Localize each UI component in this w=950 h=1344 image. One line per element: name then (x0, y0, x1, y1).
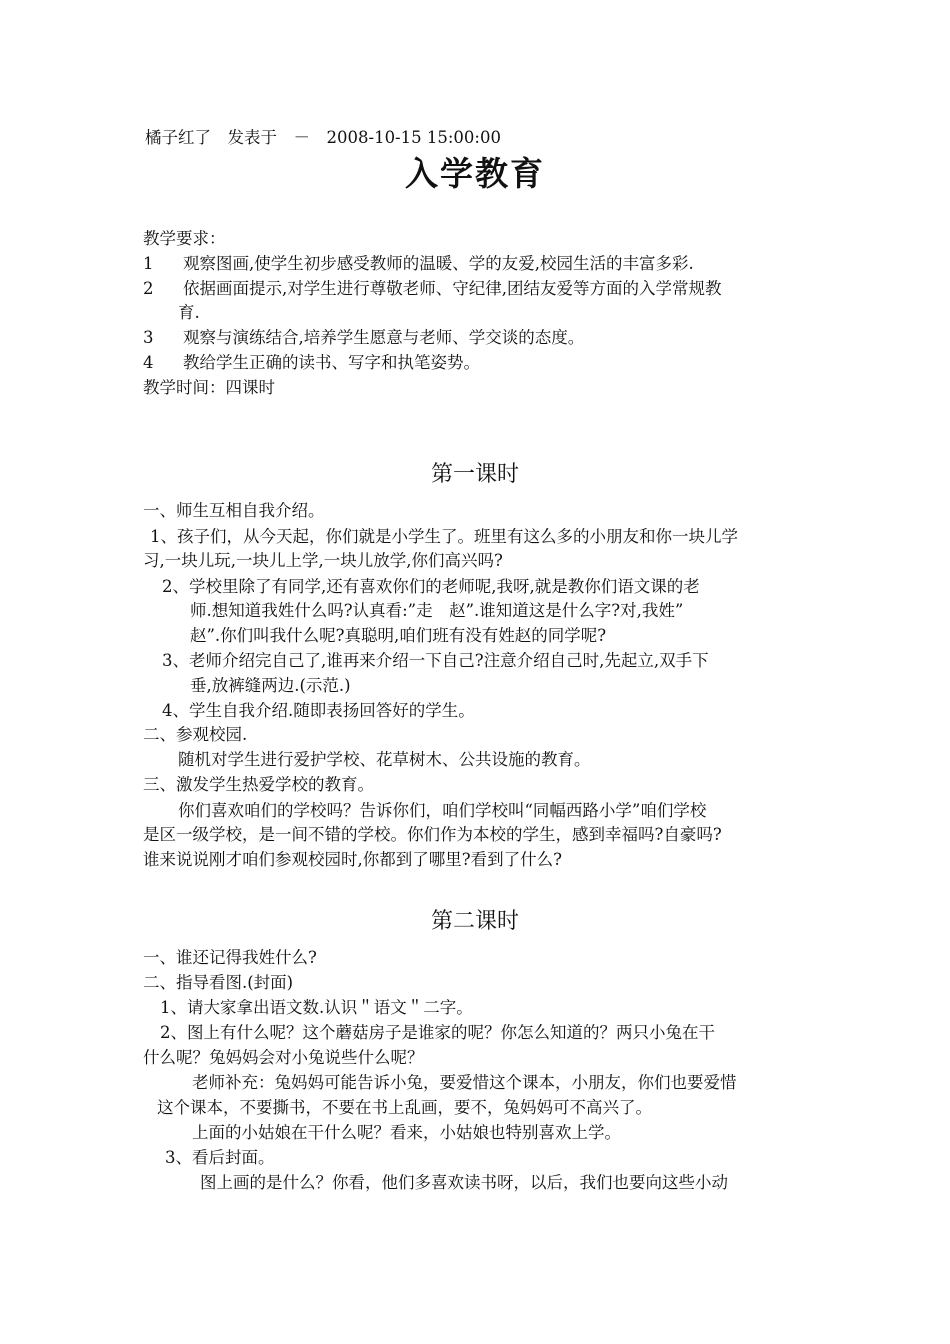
paragraph-line: 这个课本，不要撕书，不要在书上乱画，要不，兔妈妈可不高兴了。 (157, 1098, 652, 1117)
teaching-time: 教学时间：四课时 (143, 378, 275, 397)
paragraph-line: 是区一级学校，是一间不错的学校。你们作为本校的学生，感到幸福吗?自豪吗? (143, 825, 722, 844)
paragraph-line: 赵”.你们叫我什么呢?真聪明,咱们班有没有姓赵的同学呢? (190, 626, 607, 645)
paragraph-line: 随机对学生进行爱护学校、花草树木、公共设施的教育。 (178, 750, 591, 769)
item-text: 观察图画,使学生初步感受教师的温暖、学的友爱,校园生活的丰富多彩. (183, 254, 694, 273)
paragraph-line: 二、参观校园. (143, 725, 248, 744)
paragraph-line: 老师补充：兔妈妈可能告诉小兔，要爱惜这个课本，小朋友，你们也要爱惜 (192, 1073, 737, 1092)
item-number: 3 (143, 328, 154, 347)
paragraph-line: 上面的小姑娘在干什么呢？看来，小姑娘也特别喜欢上学。 (192, 1123, 621, 1142)
paragraph-line: 什么呢？兔妈妈会对小兔说些什么呢？ (143, 1048, 424, 1067)
paragraph-line: 3、老师介绍完自己了,谁再来介绍一下自己?注意介绍自己时,先起立,双手下 (162, 651, 709, 670)
paragraph-line: 二、指导看图.(封面) (143, 973, 294, 992)
paragraph-line: 图上画的是什么？你看，他们多喜欢读书呀，以后，我们也要向这些小动 (200, 1173, 728, 1192)
requirement-item (143, 253, 694, 275)
byline: 橘子红了 发表于 － 2008-10-15 15:00:00 (145, 128, 501, 147)
item-text-continued: 育. (178, 303, 200, 322)
paragraph-line: 你们喜欢咱们的学校吗？告诉你们，咱们学校叫“同幅西路小学”咱们学校 (178, 801, 707, 820)
paragraph-line: 4、学生自我介绍.随即表扬回答好的学生。 (162, 701, 475, 720)
lesson2-heading: 第二课时 (430, 909, 519, 934)
paragraph-line: 一、师生互相自我介绍。 (143, 501, 325, 520)
paragraph-line: 习,一块儿玩,一块儿上学,一块儿放学,你们高兴吗? (143, 551, 503, 570)
paragraph-line: 垂,放裤缝两边.(示范.) (190, 676, 351, 695)
requirement-item (143, 352, 480, 374)
paragraph-line: 2、图上有什么呢？这个蘑菇房子是谁家的呢？你怎么知道的？两只小兔在干 (160, 1023, 715, 1042)
paragraph-line: 三、激发学生热爱学校的教育。 (143, 775, 374, 794)
item-text: 观察与演练结合,培养学生愿意与老师、学交谈的态度。 (183, 328, 585, 347)
paragraph-line: 1、请大家拿出语文数.认识＂语文＂二字。 (160, 998, 473, 1017)
document-title: 入学教育 (405, 154, 545, 193)
item-number: 4 (143, 353, 154, 372)
item-text: 教给学生正确的读书、写字和执笔姿势。 (183, 353, 480, 372)
item-text: 依据画面提示,对学生进行尊敬老师、守纪律,团结友爱等方面的入学常规教 (183, 279, 722, 298)
item-number: 2 (143, 279, 154, 298)
paragraph-line: 谁来说说刚才咱们参观校园时,你都到了哪里?看到了什么? (143, 850, 562, 869)
requirement-item (143, 278, 722, 300)
paragraph-line: 师.想知道我姓什么吗?认真看:”走 赵”.谁知道这是什么字?对,我姓” (190, 601, 684, 620)
paragraph-line: 1、孩子们，从今天起，你们就是小学生了。班里有这么多的小朋友和你一块儿学 (150, 527, 738, 546)
requirements-heading: 教学要求： (143, 229, 226, 248)
paragraph-line: 2、学校里除了有同学,还有喜欢你们的老师呢,我呀,就是教你们语文课的老 (162, 577, 700, 596)
requirement-item (143, 327, 584, 349)
item-number: 1 (143, 254, 154, 273)
paragraph-line: 一、谁还记得我姓什么? (143, 948, 317, 967)
lesson1-heading: 第一课时 (430, 462, 519, 487)
paragraph-line: 3、看后封面。 (165, 1148, 275, 1167)
